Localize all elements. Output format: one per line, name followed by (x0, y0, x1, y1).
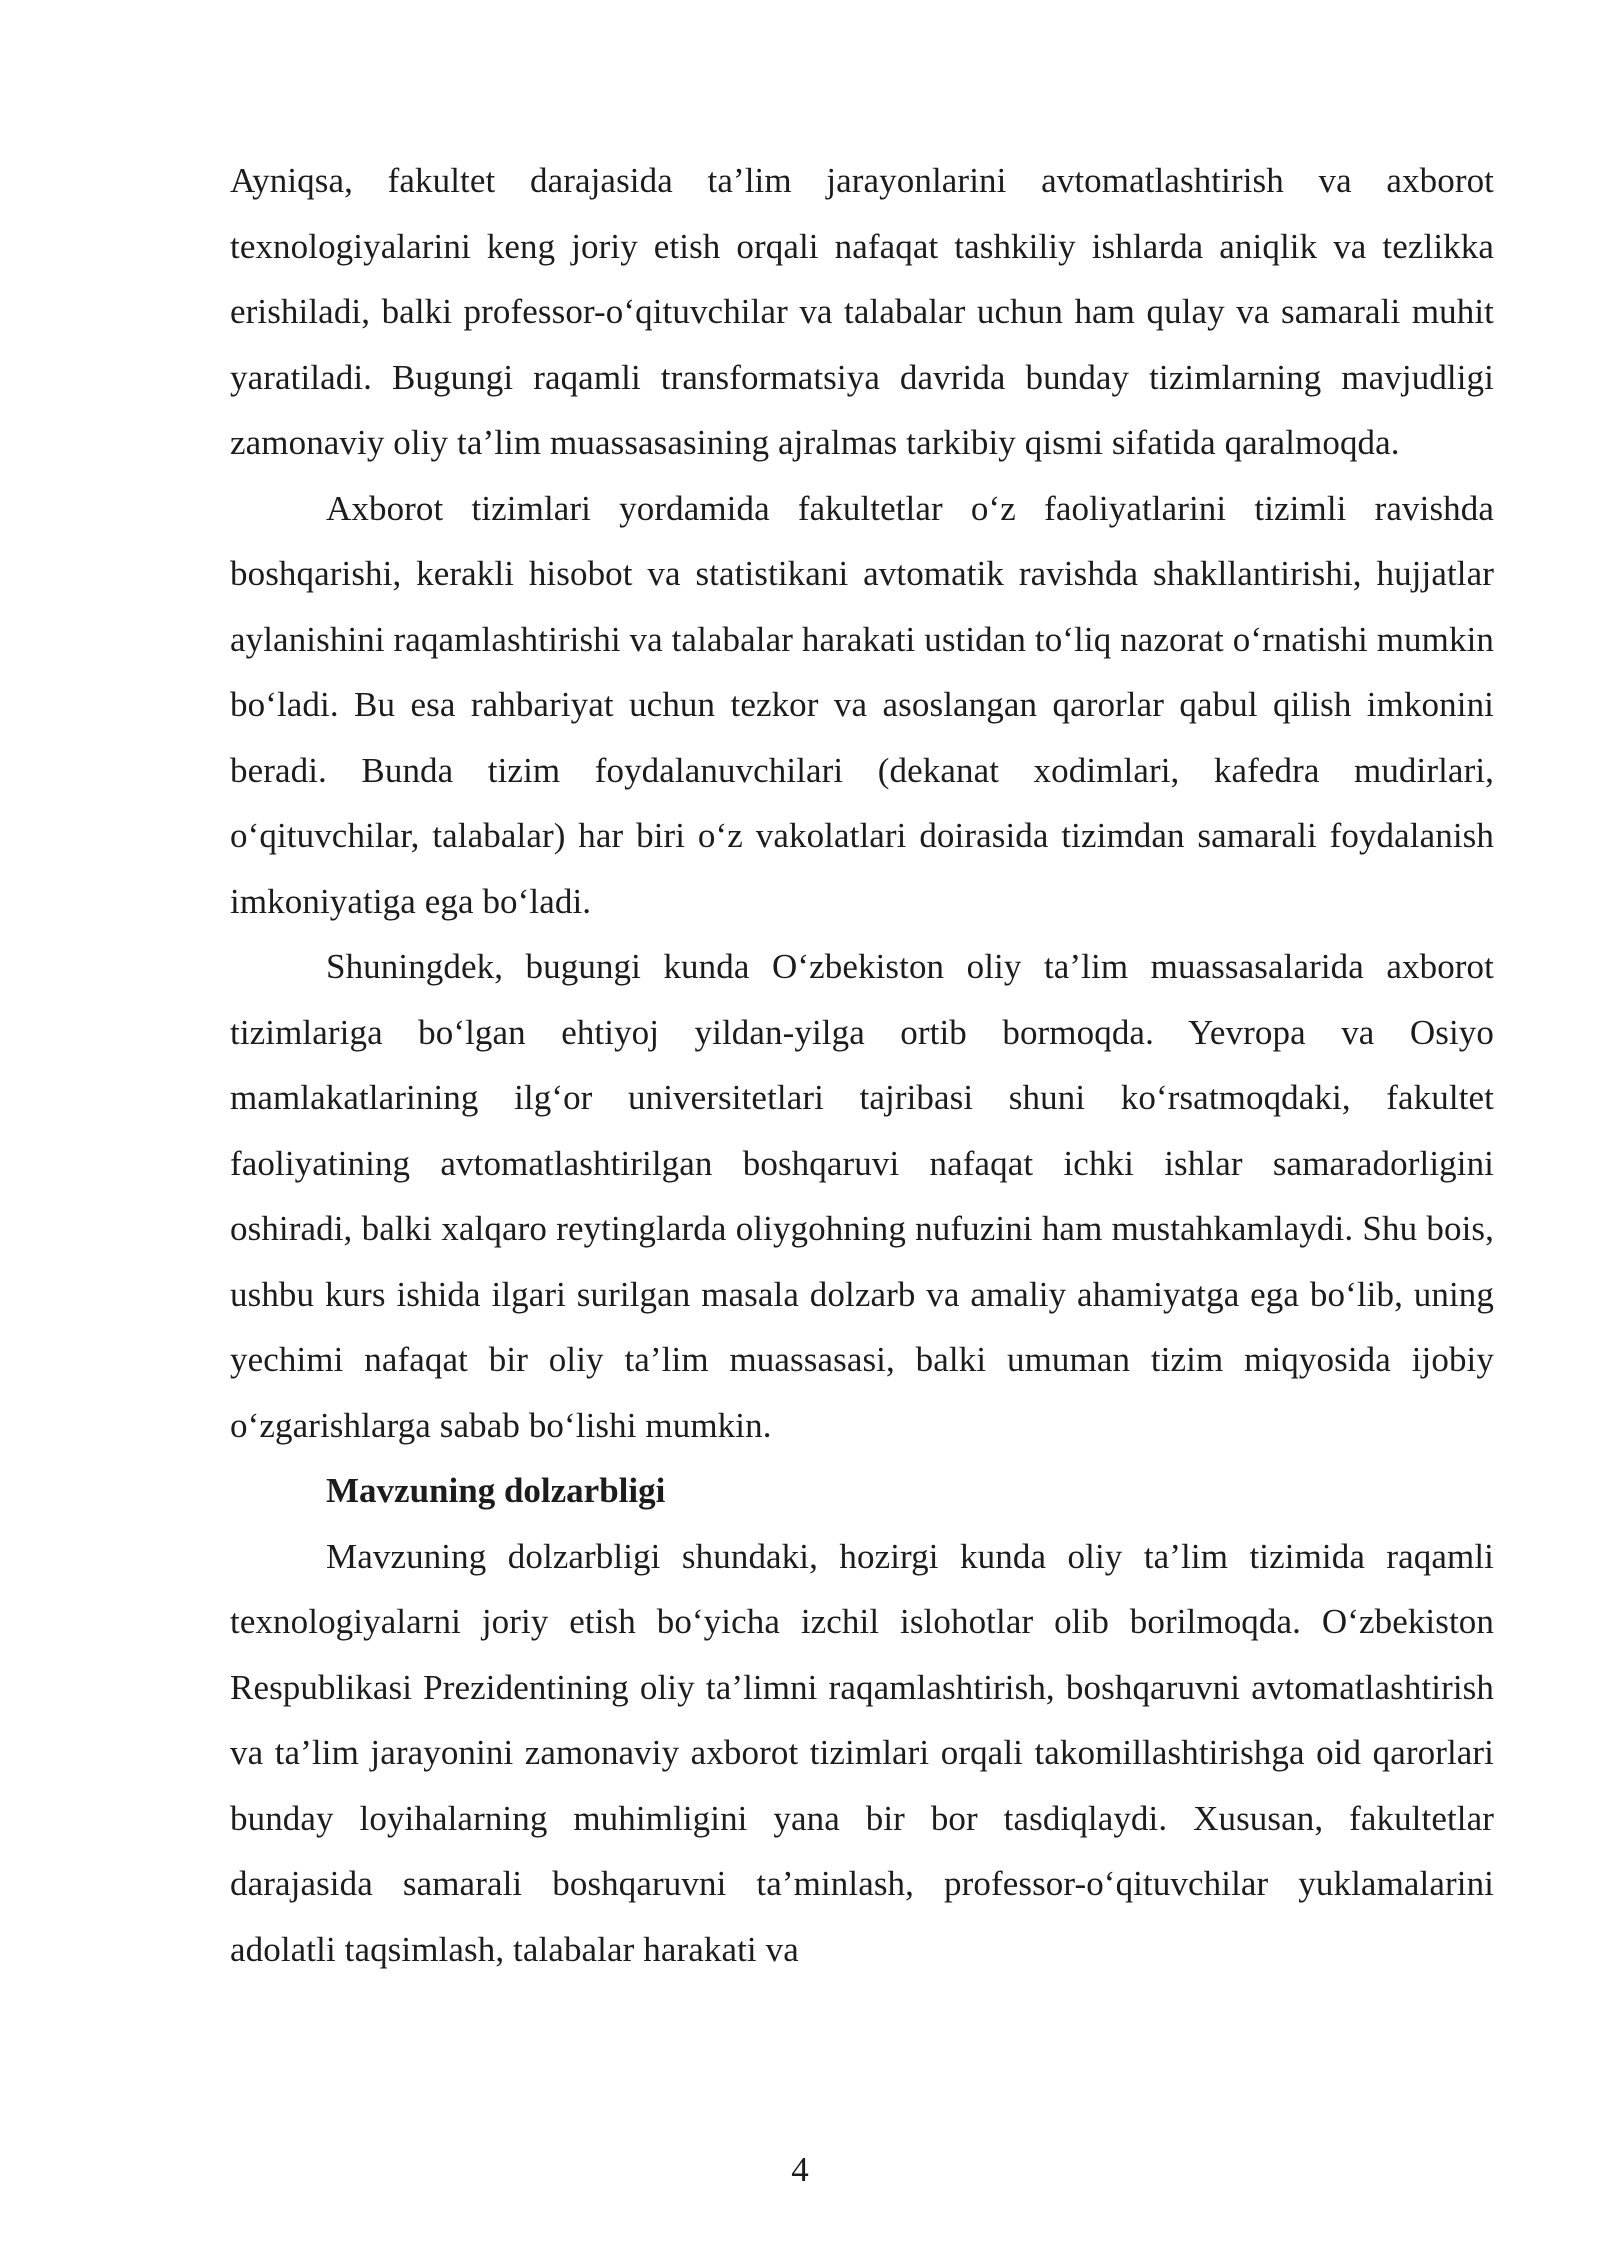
document-page (230, 148, 1494, 1982)
section-paragraph: Mavzuning dolzarbligi shundaki, hozirgi kunda oliy ta’lim tizimida raqamli texnologiyalarni joriy etish bo‘yicha izchil islohotlar olib borilmoqda. O‘zbekiston Respublikasi Prezidentining oliy ta’limni raqamlashtirish, boshqaruvni avtomatlashtirish va ta’lim jarayonini zamonaviy axborot tizimlari orqali takomillashtirishga oid qarorlari bunday loyihalarning muhimligini yana bir bor tasdiqlaydi. Xususan, fakultetlar darajasida samarali boshqaruvni ta’minlash, professor-o‘qituvchilar yuklamalarini adolatli taqsimlash, talabalar harakati va (230, 1536, 1494, 1969)
paragraph-3: Shuningdek, bugungi kunda O‘zbekiston oliy ta’lim muassasalarida axborot tizimlariga bo‘lgan ehtiyoj yildan-yilga ortib bormoqda. Yevropa va Osiyo mamlakatlarining ilg‘or universitetlari tajribasi shuni ko‘rsatmoqdaki, fakultet faoliyatining avtomatlashtirilgan boshqaruvi nafaqat ichki ishlar samaradorligini oshiradi, balki xalqaro reytinglarda oliygohning nufuzini ham mustahkamlaydi. Shu bois, ushbu kurs ishida ilgari surilgan masala dolzarb va amaliy ahamiyatga ega bo‘lib, uning yechimi nafaqat bir oliy ta’lim muassasasi, balki umuman tizim miqyosida ijobiy o‘zgarishlarga sabab bo‘lishi mumkin. (230, 947, 1494, 1445)
page-number: 4 (791, 2150, 809, 2189)
section-heading: Mavzuning dolzarbligi (326, 1471, 666, 1510)
paragraph-2: Axborot tizimlari yordamida fakultetlar o‘z faoliyatlarini tizimli ravishda boshqarishi, kerakli hisobot va statistikani avtomatik ravishda shakllantirishi, hujjatlar aylanishini raqamlashtirishi va talabalar harakati ustidan to‘liq nazorat o‘rnatishi mumkin bo‘ladi. Bu esa rahbariyat uchun tezkor va asoslangan qarorlar qabul qilish imkonini beradi. Bunda tizim foydalanuvchilari (dekanat xodimlari, kafedra mudirlari, o‘qituvchilar, talabalar) har biri o‘z vakolatlari doirasida tizimdan samarali foydalanish imkoniyatiga ega bo‘ladi. (230, 488, 1494, 921)
paragraph-1: Ayniqsa, fakultet darajasida ta’lim jarayonlarini avtomatlashtirish va axborot texnologiyalarini keng joriy etish orqali nafaqat tashkiliy ishlarda aniqlik va tezlikka erishiladi, balki professor-o‘qituvchilar va talabalar uchun ham qulay va samarali muhit yaratiladi. Bugungi raqamli transformatsiya davrida bunday tizimlarning mavjudligi zamonaviy oliy ta’lim muassasasining ajralmas tarkibiy qismi sifatida qaralmoqda. (230, 161, 1494, 462)
